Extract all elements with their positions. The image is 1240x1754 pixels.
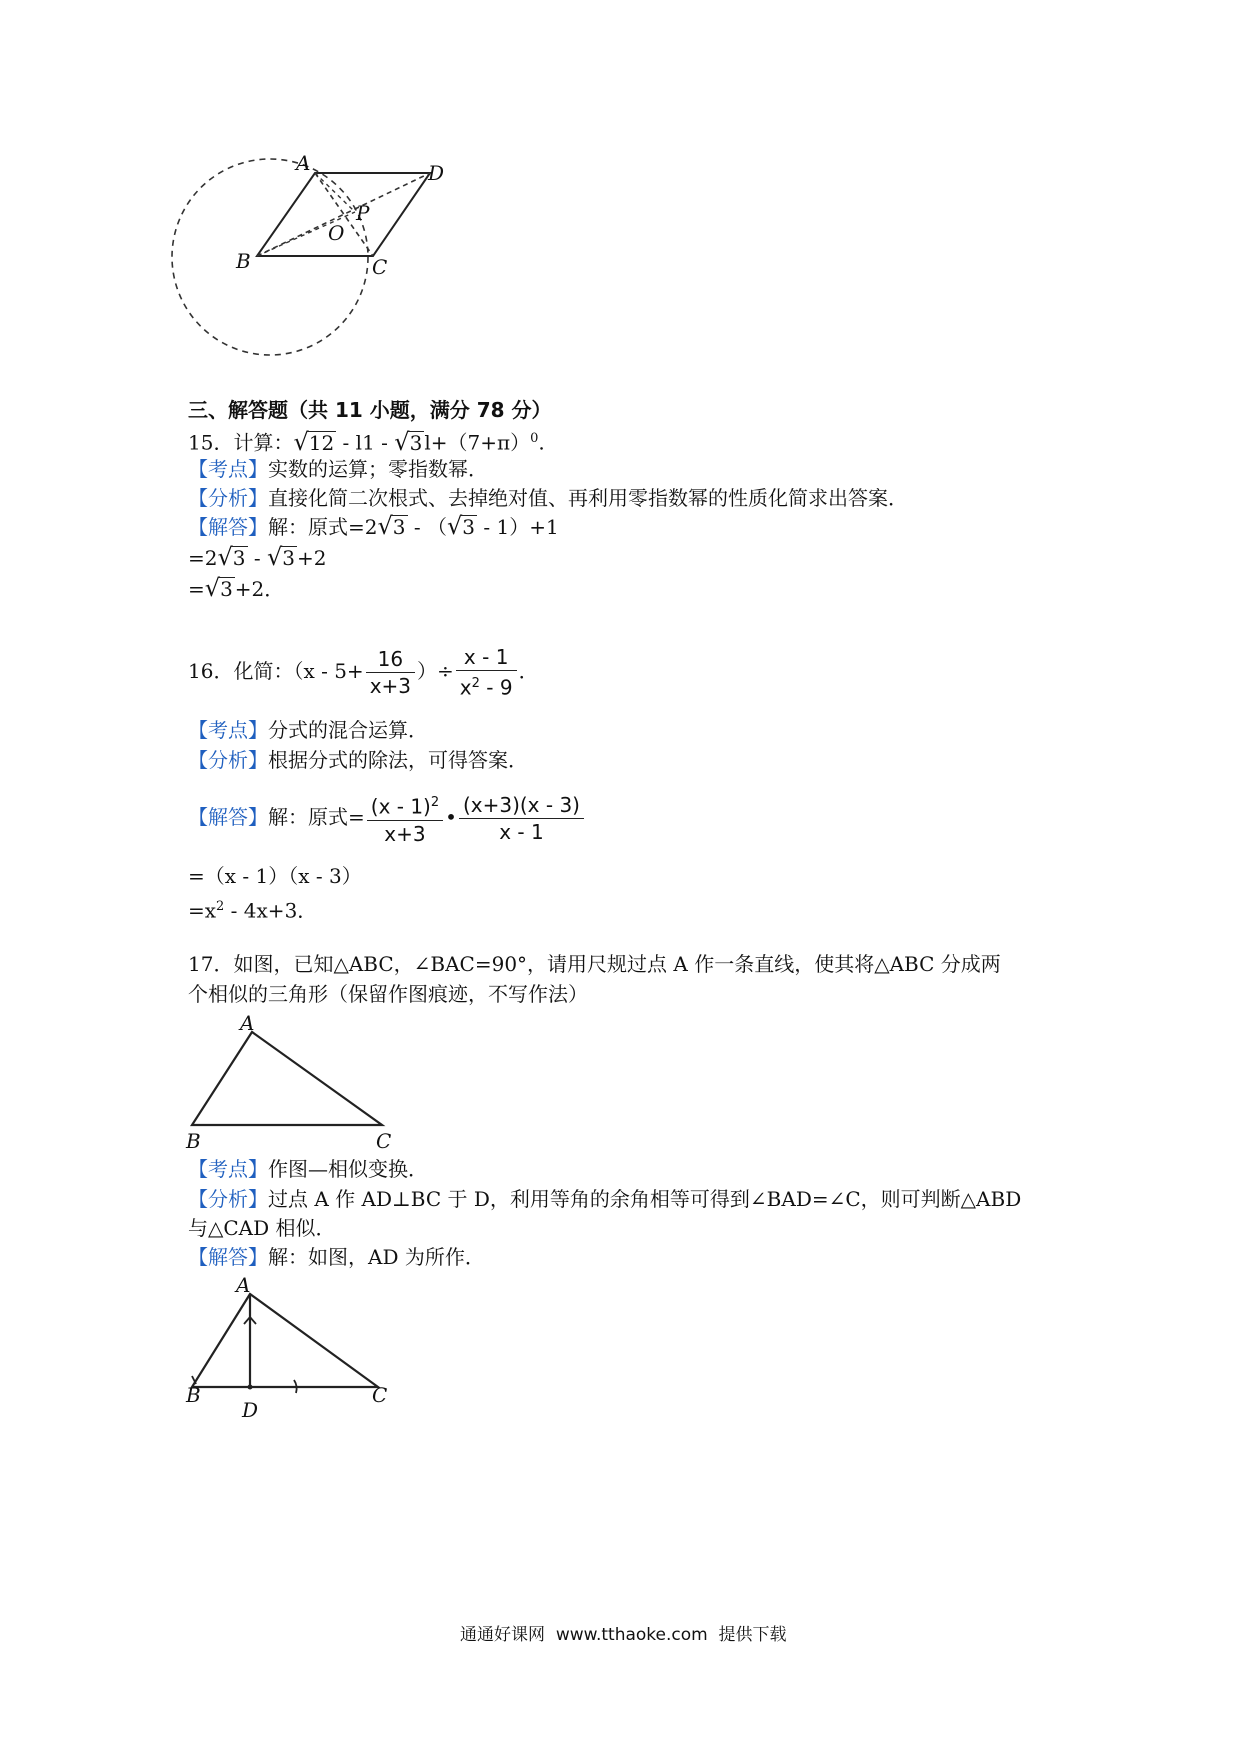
q17-jieda-text: 解：如图，AD 为所作． (268, 1245, 485, 1269)
q16-step3 (188, 893, 317, 925)
q17-fenxi-2: 与△CAD 相似． (188, 1216, 336, 1240)
footer-site-name: 通通好课网 (460, 1625, 545, 1645)
fenxi-tag: 【分析】 (188, 1187, 268, 1211)
label-b: B (186, 1383, 201, 1407)
label-c: C (372, 1383, 388, 1407)
q16-f1-num: (x - 1) (370, 794, 431, 819)
q16-fenxi-text: 根据分式的除法，可得答案． (268, 748, 528, 772)
q15-step2-mid: - (247, 546, 267, 570)
q15-sqrt-a: 12 (308, 430, 335, 455)
q16-frac2 (456, 644, 517, 701)
footer-url[interactable]: www.tthaoke.com (555, 1625, 708, 1645)
figure-triangle-abc (180, 1012, 400, 1152)
q15-step2-end: +2 (297, 546, 327, 570)
label-c: C (372, 255, 388, 279)
label-b: B (186, 1129, 201, 1152)
triangle-abc (192, 1294, 378, 1387)
q15-step3-end: +2． (234, 577, 285, 601)
sqrt-icon: √ (267, 543, 283, 571)
label-p: P (356, 201, 370, 225)
triangle-abc (192, 1032, 382, 1125)
figure-circle-rhombus (160, 150, 500, 400)
q15-step2-a: =2 (188, 546, 218, 570)
q16-step3-sup: 2 (216, 899, 225, 914)
footer-note: 提供下载 (718, 1625, 787, 1645)
sqrt-icon: √ (204, 574, 221, 602)
q16-mid: ）÷ (417, 659, 454, 683)
q15-sup: 0 (530, 431, 539, 446)
fenxi-tag: 【分析】 (188, 748, 268, 772)
point-d (248, 1385, 253, 1390)
q15-fenxi (188, 484, 908, 512)
q16-frac2-den-x: x (459, 675, 472, 700)
q16-end: ． (518, 659, 539, 683)
q16-f1-den: x+3 (384, 821, 426, 846)
q16-frac2-num: x - 1 (456, 644, 517, 671)
sqrt-icon: √ (394, 427, 410, 456)
q15-step3-a: = (188, 577, 205, 601)
q15-mid: - l1 - (336, 430, 395, 455)
q15-step3 (188, 575, 284, 603)
q16-frac1-num: 16 (366, 646, 415, 673)
label-o: O (328, 221, 345, 245)
section-title: 三、解答题（共 11 小题，满分 78 分） (188, 398, 552, 422)
q16-question (188, 642, 539, 701)
q16-step3-a: =x (188, 898, 217, 923)
q16-step2-text: =（x - 1）（x - 3） (188, 864, 362, 888)
label-c: C (376, 1129, 392, 1152)
fenxi-tag: 【分析】 (188, 486, 268, 510)
q16-jieda (188, 788, 586, 847)
q15-jieda-mid: - （ (407, 515, 447, 539)
q15-fenxi-text: 直接化简二次根式、去掉绝对值、再利用零指数幂的性质化简求出答案． (268, 486, 908, 510)
sqrt-icon: √ (217, 543, 233, 571)
kaodian-tag: 【考点】 (188, 1157, 268, 1181)
q15-question (188, 425, 545, 457)
q15-step3-sqrt: 3 (220, 577, 233, 601)
q16-prefix: 16．化简：（x - 5+ (188, 659, 364, 683)
q17-kaodian-text: 作图—相似变换． (268, 1157, 428, 1181)
q17-fenxi-line1: 过点 A 作 AD⊥BC 于 D，利用等角的余角相等可得到∠BAD=∠C，则可判断△ABD (268, 1187, 1022, 1211)
q16-dot: • (445, 805, 457, 829)
kaodian-tag: 【考点】 (188, 457, 268, 481)
q16-fenxi (188, 746, 528, 774)
jieda-tag: 【解答】 (188, 515, 268, 539)
q16-jieda-frac1 (367, 790, 443, 847)
q16-frac1 (366, 646, 415, 699)
q15-jieda (188, 513, 559, 541)
q16-jieda-frac1-num (367, 790, 443, 821)
q16-f1-num-sup: 2 (430, 795, 440, 811)
q15-prefix: 15．计算： (188, 430, 294, 455)
q17-line1: 17．如图，已知△ABC，∠BAC=90°，请用尺规过点 A 作一条直线，使其将△ABC 分成两 (188, 952, 1001, 976)
q17-fenxi-1 (188, 1185, 1021, 1213)
kaodian-tag: 【考点】 (188, 718, 268, 742)
q15-suffix: l+（7+π） (424, 430, 531, 455)
q15-kaodian-text: 实数的运算；零指数幂． (268, 457, 488, 481)
label-a: A (240, 1012, 255, 1035)
q15-step2 (188, 544, 327, 572)
q15-step2-sqrt2: 3 (282, 546, 296, 570)
q16-kaodian-text: 分式的混合运算． (268, 718, 428, 742)
label-a: A (236, 1273, 251, 1297)
q15-step2-sqrt1: 3 (232, 546, 246, 570)
q15-jieda-sqrt1: 3 (392, 515, 406, 539)
q17-kaodian (188, 1155, 428, 1183)
figure-triangle-altitude (180, 1272, 400, 1422)
label-b: B (236, 249, 251, 273)
sqrt-icon: √ (447, 512, 463, 540)
label-d: D (242, 1398, 259, 1422)
q16-step3-b: - 4x+3． (224, 898, 318, 923)
q16-jieda-start: 解：原式= (268, 805, 365, 829)
q16-frac2-den-sup: 2 (471, 676, 480, 692)
segment-ap (315, 173, 355, 212)
q15-jieda-sqrt2: 3 (462, 515, 476, 539)
q16-frac2-den (456, 671, 517, 701)
q15-jieda-start: 解：原式=2 (268, 515, 378, 539)
q17-line2: 个相似的三角形（保留作图痕迹，不写作法） (188, 982, 588, 1006)
label-d: D (428, 161, 445, 185)
q16-f2-den: x - 1 (499, 820, 544, 844)
q16-jieda-frac2 (459, 792, 584, 845)
q16-frac1-den: x+3 (369, 674, 412, 698)
sqrt-icon: √ (377, 512, 393, 540)
q15-jieda-end: - 1）+1 (477, 515, 559, 539)
q15-end: . (538, 430, 545, 455)
footer (460, 1620, 787, 1645)
q16-f2-num: (x+3)(x - 3) (459, 792, 584, 819)
q15-kaodian (188, 455, 488, 483)
sqrt-icon: √ (293, 427, 309, 456)
q17-jieda (188, 1243, 485, 1271)
q16-step2 (188, 862, 362, 890)
jieda-tag: 【解答】 (188, 1245, 268, 1269)
jieda-tag: 【解答】 (188, 805, 268, 829)
q16-frac2-den-tail: - 9 (479, 675, 513, 700)
label-a: A (296, 151, 311, 175)
q16-kaodian (188, 716, 428, 744)
q15-sqrt-b: 3 (409, 430, 423, 455)
